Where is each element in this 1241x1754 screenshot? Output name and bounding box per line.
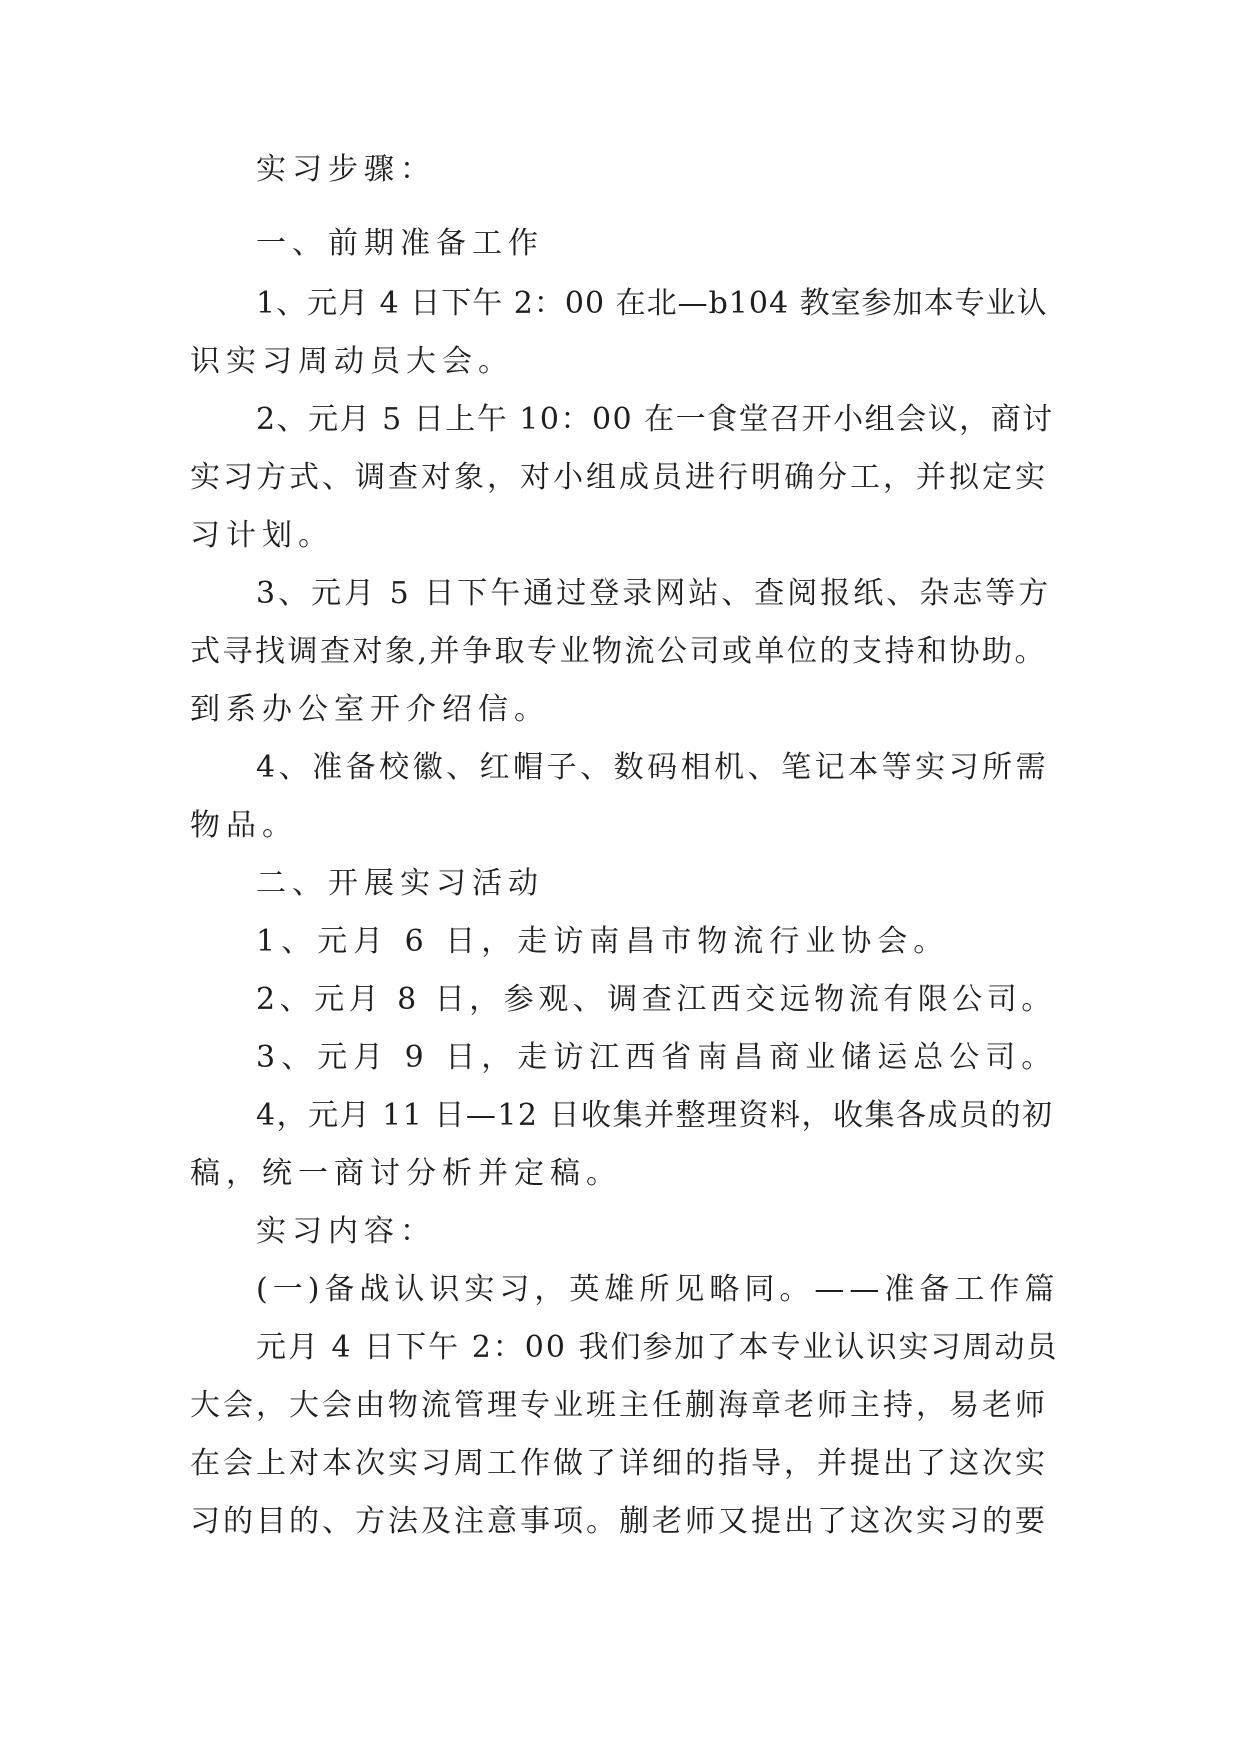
paragraph-line: 2、元月 8 日，参观、调查江西交远物流有限公司。	[256, 982, 1056, 1017]
paragraph-line: 元月 4 日下午 2：00 我们参加了本专业认识实习周动员	[256, 1330, 1059, 1365]
heading-internship-steps: 实习步骤：	[256, 152, 436, 187]
paragraph-line: 1、元月 6 日，走访南昌市物流行业协会。	[256, 924, 950, 959]
paragraph-line: 大会，大会由物流管理专业班主任蒯海章老师主持，易老师	[190, 1388, 1048, 1423]
paragraph-line: 习计划。	[190, 518, 334, 553]
paragraph-line: 1、元月 4 日下午 2：00 在北—b104 教室参加本专业认	[256, 286, 1048, 321]
paragraph-line: 在会上对本次实习周工作做了详细的指导，并提出了这次实	[190, 1446, 1048, 1481]
heading-preparation: 一、前期准备工作	[256, 226, 544, 261]
paragraph-line: 稿，统一商讨分析并定稿。	[190, 1156, 622, 1191]
paragraph-line: 3、元月 5 日下午通过登录网站、查阅报纸、杂志等方	[256, 576, 1052, 611]
heading-internship-content: 实习内容：	[256, 1214, 436, 1249]
paragraph-line: 式寻找调查对象,并争取专业物流公司或单位的支持和协助。	[190, 634, 1048, 669]
paragraph-line: 习的目的、方法及注意事项。蒯老师又提出了这次实习的要	[190, 1504, 1048, 1539]
paragraph-line: 物品。	[190, 808, 298, 843]
paragraph-line: 实习方式、调查对象，对小组成员进行明确分工，并拟定实	[190, 460, 1048, 495]
paragraph-line: 识实习周动员大会。	[190, 344, 514, 379]
paragraph-line: 2、元月 5 日上午 10：00 在一食堂召开小组会议，商讨	[256, 402, 1054, 437]
paragraph-line: 4、准备校徽、红帽子、数码相机、笔记本等实习所需	[256, 750, 1050, 785]
paragraph-line: 4，元月 11 日—12 日收集并整理资料，收集各成员的初	[256, 1098, 1054, 1133]
heading-activities: 二、开展实习活动	[256, 866, 544, 901]
paragraph-line: 到系办公室开介绍信。	[190, 692, 550, 727]
heading-preparation-chapter: (一)备战认识实习，英雄所见略同。——准备工作篇	[256, 1272, 1060, 1307]
paragraph-line: 3、元月 9 日，走访江西省南昌商业储运总公司。	[256, 1040, 1058, 1075]
